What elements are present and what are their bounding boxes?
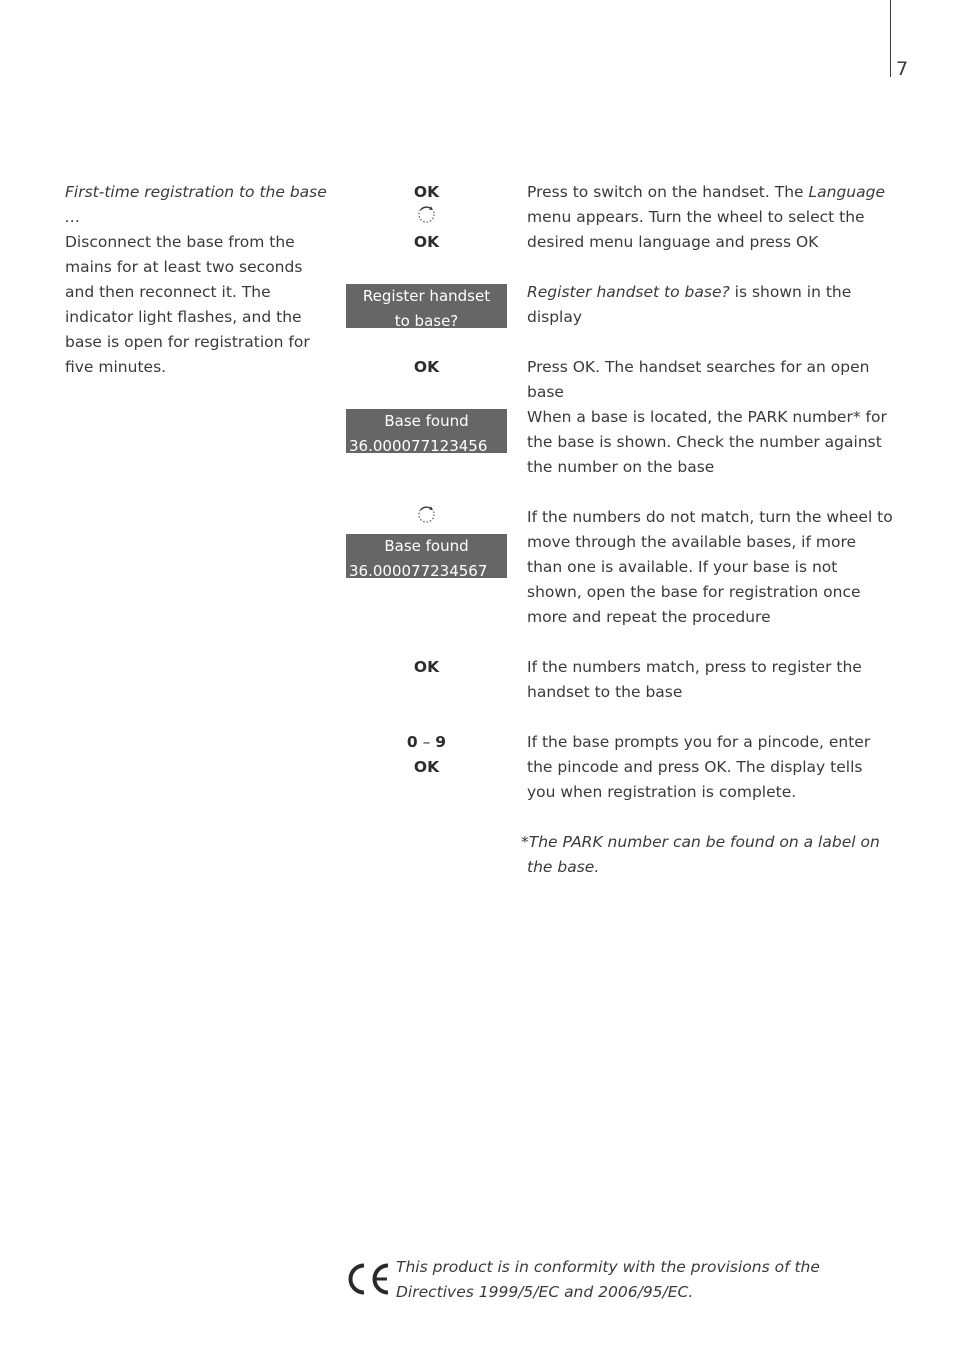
step-instruction: If the numbers match, press to register the handset to the base — [527, 658, 862, 701]
handset-display — [346, 409, 507, 453]
handset-display — [346, 534, 507, 578]
footnote-line: *The PARK number can be found on a label on — [521, 833, 880, 851]
digit-to: 9 — [435, 733, 447, 751]
step-instruction: If the numbers do not match, turn the wheel to move through the available bases, if more than one is available. If your base is not shown, open the base for registration once more and repeat the procedure — [527, 508, 893, 626]
digit-keys-label — [346, 730, 507, 755]
step-instruction: If the base prompts you for a pincode, enter the pincode and press OK. The display tells you when registration is complete. — [527, 733, 871, 801]
display-line: Base found — [384, 412, 469, 430]
range-dash: – — [417, 733, 436, 751]
step-text: menu appears. Turn the wheel to select the desired menu language and press OK — [527, 208, 865, 251]
sidebar-section — [65, 180, 327, 380]
display-line: Register handset — [362, 287, 491, 305]
display-line: to base? — [394, 312, 459, 330]
step-instruction — [527, 280, 895, 330]
display-line: Base found — [384, 537, 469, 555]
ok-key-label: OK — [413, 183, 440, 201]
handset-display — [346, 284, 507, 328]
wheel-rotate-icon — [417, 505, 436, 524]
footnote-line: the base. — [527, 858, 600, 876]
conformity-statement: This product is in conformity with the provisions of the Directives 1999/5/EC and 2006/95/EC. — [396, 1258, 820, 1301]
park-number: 36.000077234567 — [349, 562, 488, 580]
ok-key-label: OK — [413, 658, 440, 676]
step-instruction — [527, 180, 895, 255]
ce-mark-icon — [345, 1262, 391, 1296]
step-text: is shown in the display — [527, 283, 852, 326]
digit-from: 0 — [406, 733, 418, 751]
ok-key-label: OK — [413, 233, 440, 251]
section-intro: Disconnect the base from the mains for at least two seconds and then reconnect it. The indicator light flashes, and the base is open for registration for five minutes. — [65, 233, 310, 376]
language-menu-name: Language — [808, 183, 885, 201]
page-number: 7 — [896, 58, 909, 80]
ok-key-label: OK — [413, 758, 440, 776]
step-instruction: Press OK. The handset searches for an open base — [527, 358, 870, 401]
display-prompt: Register handset to base? — [527, 283, 730, 301]
page-number-rule — [890, 0, 891, 77]
ok-key-label: OK — [413, 358, 440, 376]
step-text: Press to switch on the handset. The — [527, 183, 809, 201]
footnote — [521, 830, 891, 880]
park-number: 36.000077123456 — [349, 437, 488, 455]
step-instruction: When a base is located, the PARK number* for the base is shown. Check the number against the number on the base — [527, 408, 887, 476]
section-heading: First-time registration to the base … — [65, 183, 327, 226]
wheel-rotate-icon — [417, 205, 436, 224]
